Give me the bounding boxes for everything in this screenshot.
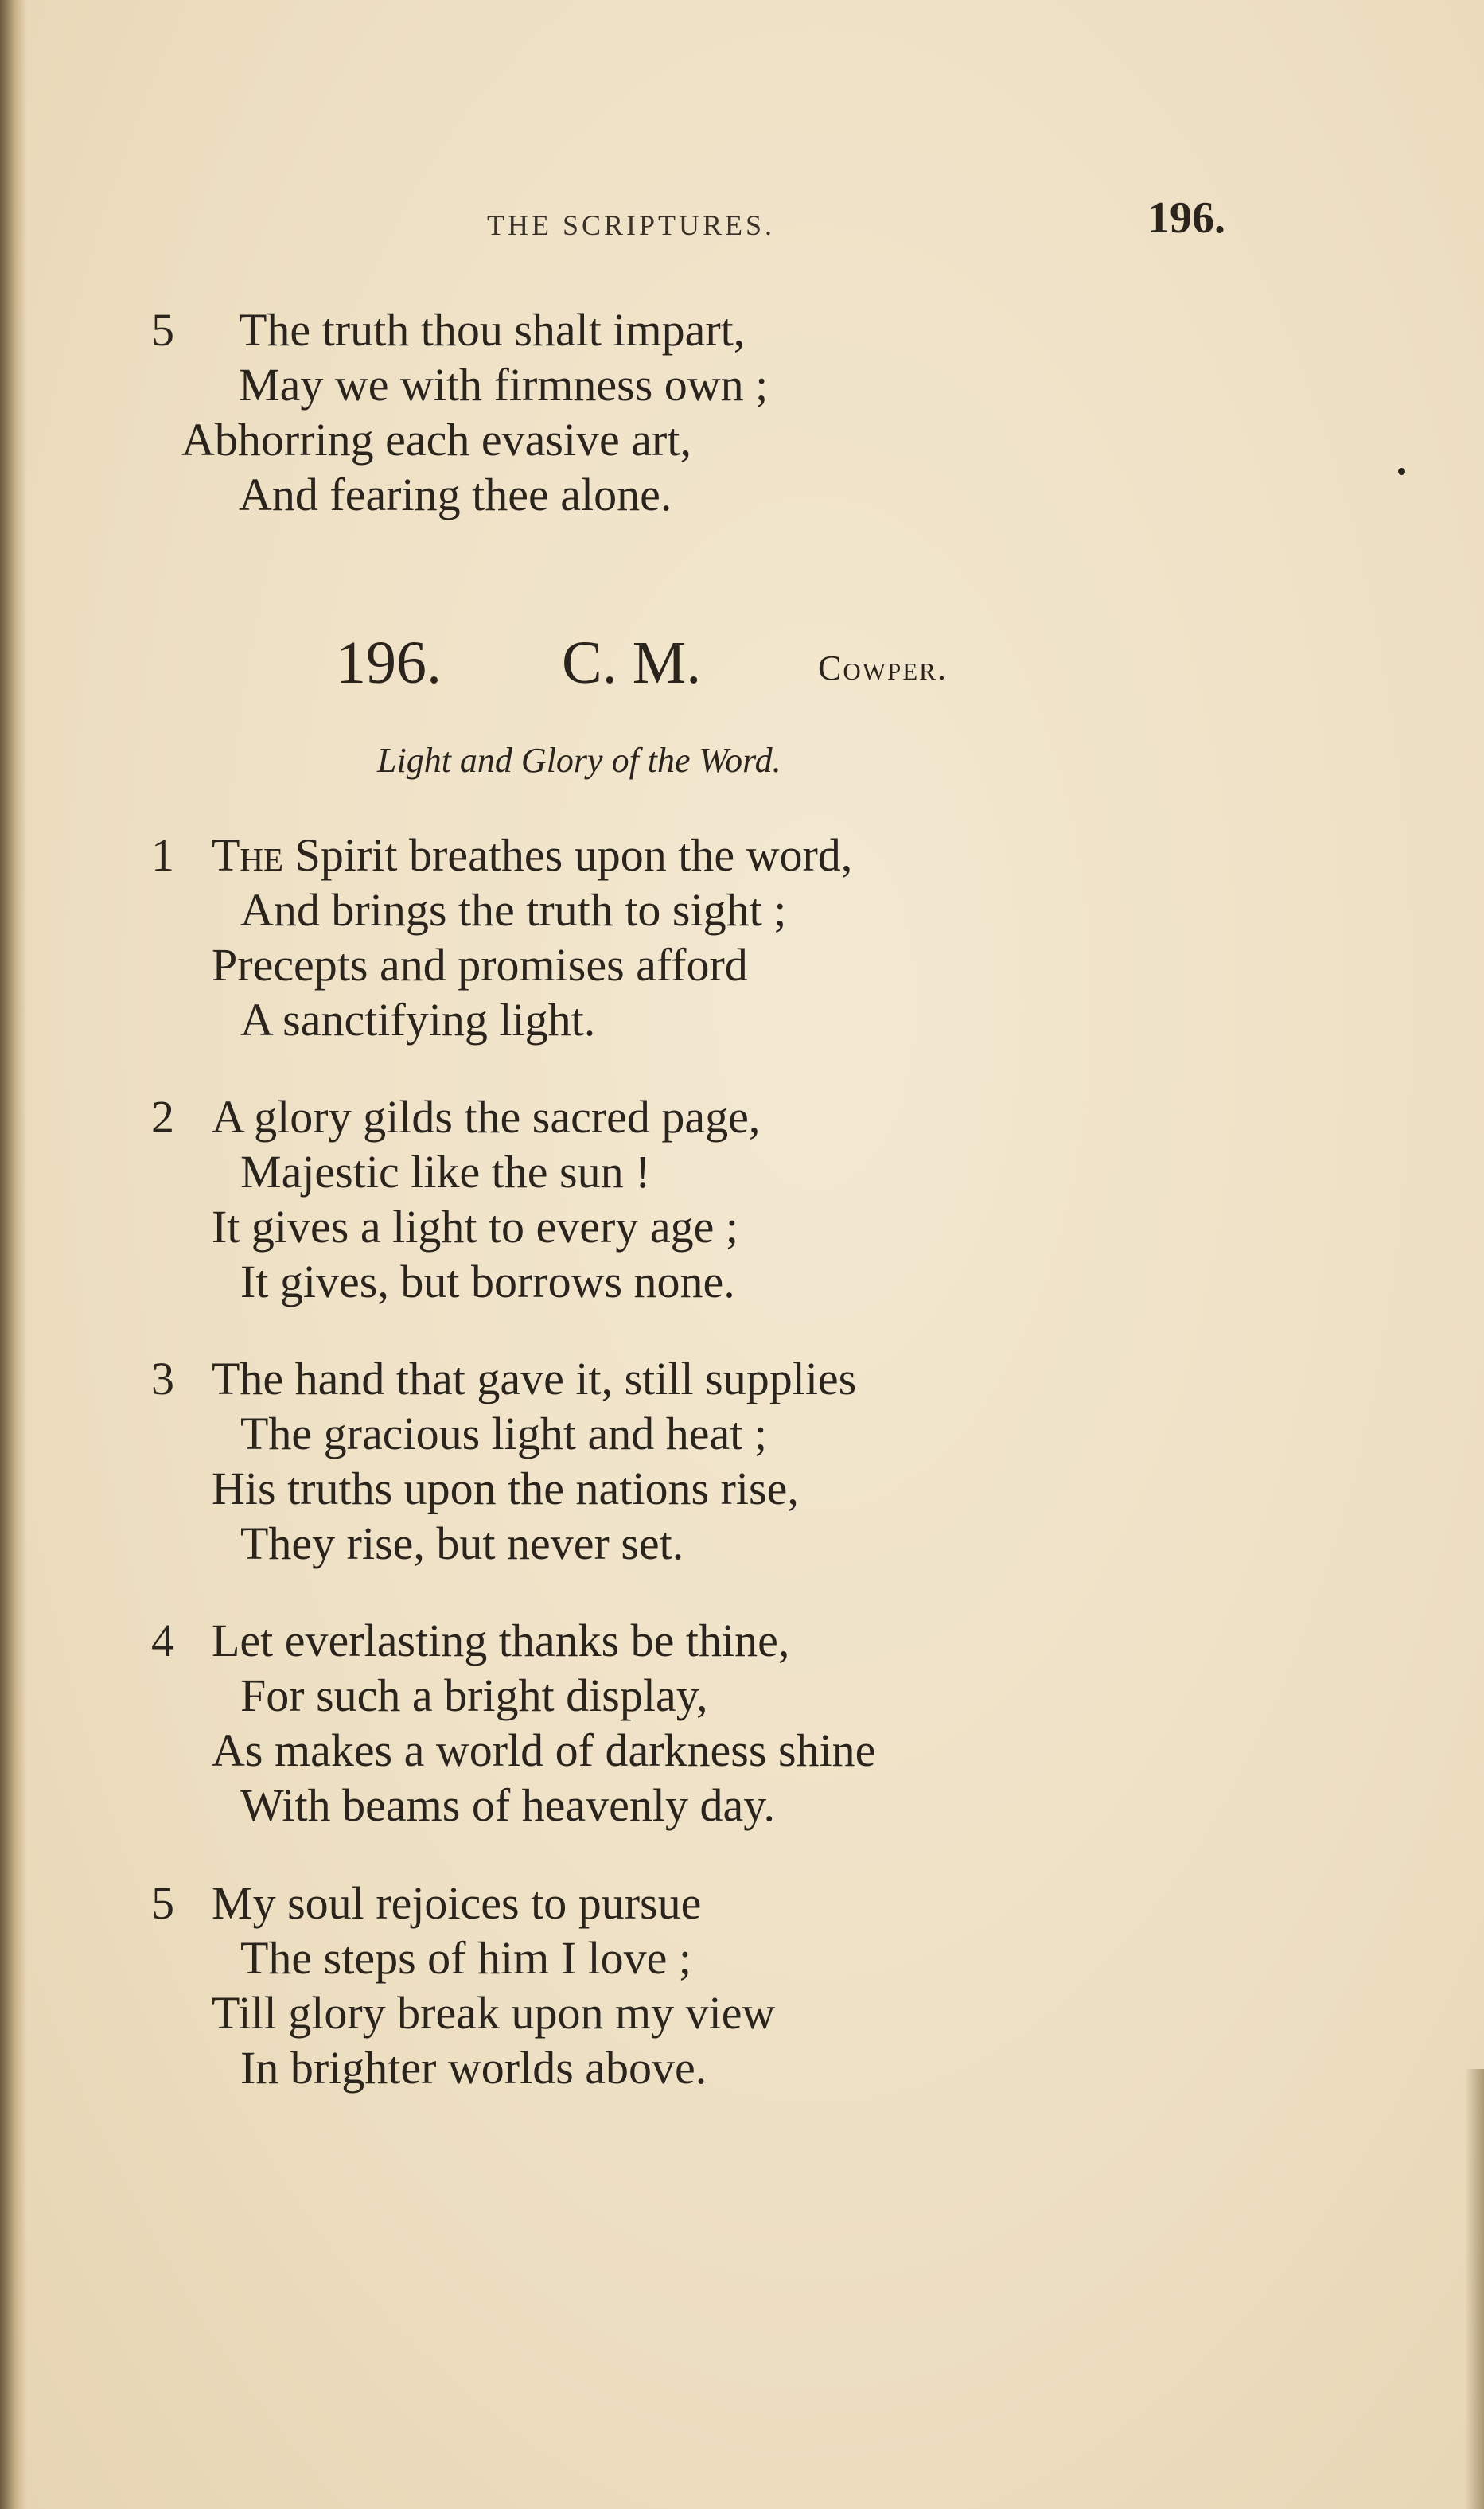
hymn-title: Light and Glory of the Word. xyxy=(377,741,781,780)
stanza-number: 2 xyxy=(151,1091,174,1143)
verse-line-text: A sanctifying light. xyxy=(240,994,596,1046)
ink-speck xyxy=(1398,468,1405,475)
verse-line-text: The steps of him I love ; xyxy=(240,1932,692,1984)
page-edge-shadow xyxy=(1465,2069,1484,2509)
verse-line-text: Till glory break upon my view xyxy=(212,1987,776,2039)
verse-line-text: The hand that gave it, still supplies xyxy=(212,1353,857,1404)
hymn-number: 196. xyxy=(336,629,442,696)
stanza-number: 5 xyxy=(151,1877,174,1929)
hymn-author: Cowper. xyxy=(818,649,948,688)
hymn-heading xyxy=(336,629,948,698)
verse-line-text: A glory gilds the sacred page, xyxy=(212,1091,761,1143)
verse-line-text: The gracious light and heat ; xyxy=(240,1408,767,1459)
verse-line-text: And fearing thee alone. xyxy=(239,469,672,520)
stanza-number: 5 xyxy=(151,304,174,356)
verse-line-rest: Spirit breathes upon the word, xyxy=(294,829,853,881)
verse-line-text: It gives a light to every age ; xyxy=(212,1201,738,1253)
hymn-meter: C. M. xyxy=(562,629,702,696)
first-word: The xyxy=(212,829,284,881)
verse-line-text: His truths upon the nations rise, xyxy=(212,1463,799,1514)
verse-line-text: With beams of heavenly day. xyxy=(240,1779,775,1831)
verse-line-text: And brings the truth to sight ; xyxy=(240,884,787,936)
page-number: 196. xyxy=(1147,193,1225,243)
page-spine-shadow xyxy=(0,0,27,2509)
verse-line-text: Let everlasting thanks be thine, xyxy=(212,1615,790,1666)
verse-line-text xyxy=(212,828,852,882)
verse-line-text: In brighter worlds above. xyxy=(240,2042,707,2094)
stanza-number: 3 xyxy=(151,1353,174,1404)
verse-line-text: Majestic like the sun ! xyxy=(240,1146,651,1198)
stanza-number: 1 xyxy=(151,829,174,881)
verse-line-text: They rise, but never set. xyxy=(240,1517,684,1569)
verse-line-text: My soul rejoices to pursue xyxy=(212,1877,702,1929)
verse-line-text: May we with firmness own ; xyxy=(239,359,769,411)
verse-line-text: For such a bright display, xyxy=(240,1669,708,1721)
verse-line-text: Abhorring each evasive art, xyxy=(181,414,691,466)
verse-line-text: Precepts and promises afford xyxy=(212,939,748,991)
verse-line-text: It gives, but borrows none. xyxy=(240,1256,735,1307)
running-head: THE SCRIPTURES. xyxy=(487,209,776,241)
verse-line-text: As makes a world of darkness shine xyxy=(212,1724,876,1776)
verse-line-text: The truth thou shalt impart, xyxy=(239,304,746,356)
stanza-number: 4 xyxy=(151,1615,174,1666)
